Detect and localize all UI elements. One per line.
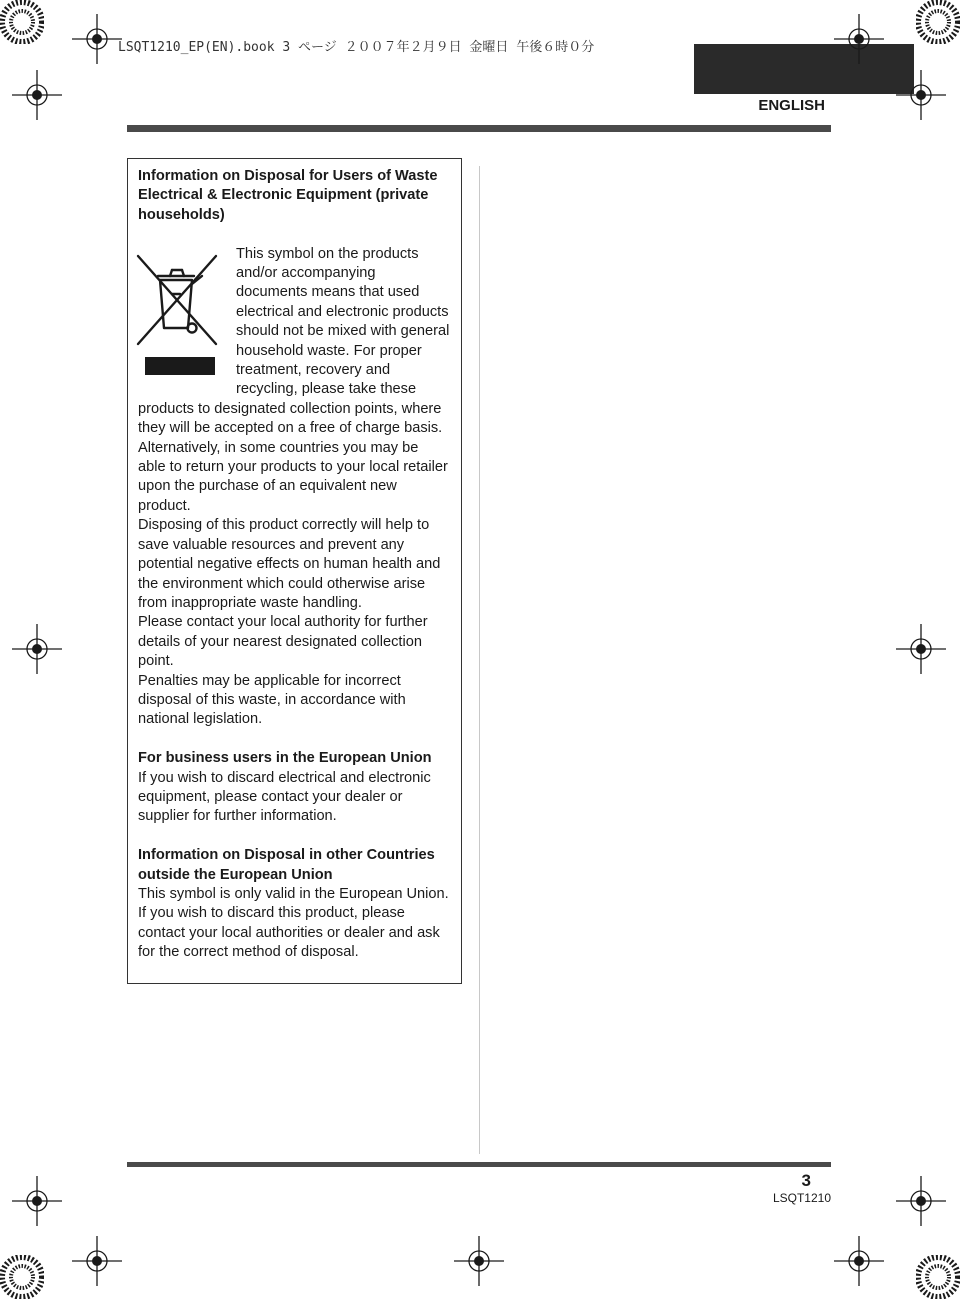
disposal-intro: This symbol on the products and/or accompanying documents means that used electrical and electronic products should not be mixed with general household waste. For proper treatment, recovery and recycling, please take these products to designated collection points, where they will be accepted on a free of charge basis. Alternatively, in some countries you may be able to return your products to your local retailer upon the purchase of an equivalent new product.	[138, 245, 450, 514]
registration-mark-icon	[12, 1176, 62, 1231]
top-rule	[127, 125, 831, 132]
column-divider	[479, 166, 480, 1154]
other-countries-text-1: This symbol is only valid in the European Union.	[138, 885, 449, 902]
other-countries-heading: Information on Disposal in other Countries outside the European Union	[138, 847, 435, 883]
registration-mark-icon	[834, 14, 884, 69]
registration-mark-icon	[72, 14, 122, 69]
registration-mark-icon	[72, 1236, 122, 1291]
crossed-out-wheelie-bin-icon	[136, 254, 226, 384]
registration-mark-icon	[896, 624, 946, 679]
calibration-wheel-icon	[0, 1255, 44, 1304]
disposal-contact: Please contact your local authority for further details of your nearest designated collection point.	[138, 614, 428, 670]
calibration-wheel-icon	[916, 0, 960, 49]
calibration-wheel-icon	[0, 0, 44, 49]
bottom-rule	[127, 1162, 831, 1167]
registration-mark-icon	[12, 624, 62, 679]
business-heading: For business users in the European Union	[138, 750, 432, 767]
other-countries-text-2: If you wish to discard this product, please contact your local authorities or dealer and ask for the correct method of disposal.	[138, 905, 440, 961]
calibration-wheel-icon	[916, 1255, 960, 1304]
registration-mark-icon	[12, 70, 62, 125]
page-number: 3	[801, 1171, 811, 1190]
print-header: LSQT1210_EP(EN).book 3 ページ ２００７年２月９日 金曜日 午後６時０分	[118, 40, 595, 55]
disposal-notice-title: Information on Disposal for Users of Waste Electrical & Electronic Equipment (private households)	[138, 168, 438, 223]
registration-mark-icon	[896, 70, 946, 125]
registration-mark-icon	[834, 1236, 884, 1291]
model-code: LSQT1210	[772, 1191, 831, 1205]
registration-mark-icon	[896, 1176, 946, 1231]
registration-mark-icon	[454, 1236, 504, 1291]
disposal-penalties: Penalties may be applicable for incorrect disposal of this waste, in accordance with national legislation.	[138, 672, 406, 728]
business-text: If you wish to discard electrical and electronic equipment, please contact your dealer or supplier for further information.	[138, 769, 431, 825]
disposal-benefits: Disposing of this product correctly will help to save valuable resources and prevent any potential negative effects on human health and the environment which could otherwise arise from inappropriate waste handling.	[138, 517, 441, 611]
disposal-notice-box	[127, 158, 462, 984]
language-label: ENGLISH	[758, 97, 825, 114]
